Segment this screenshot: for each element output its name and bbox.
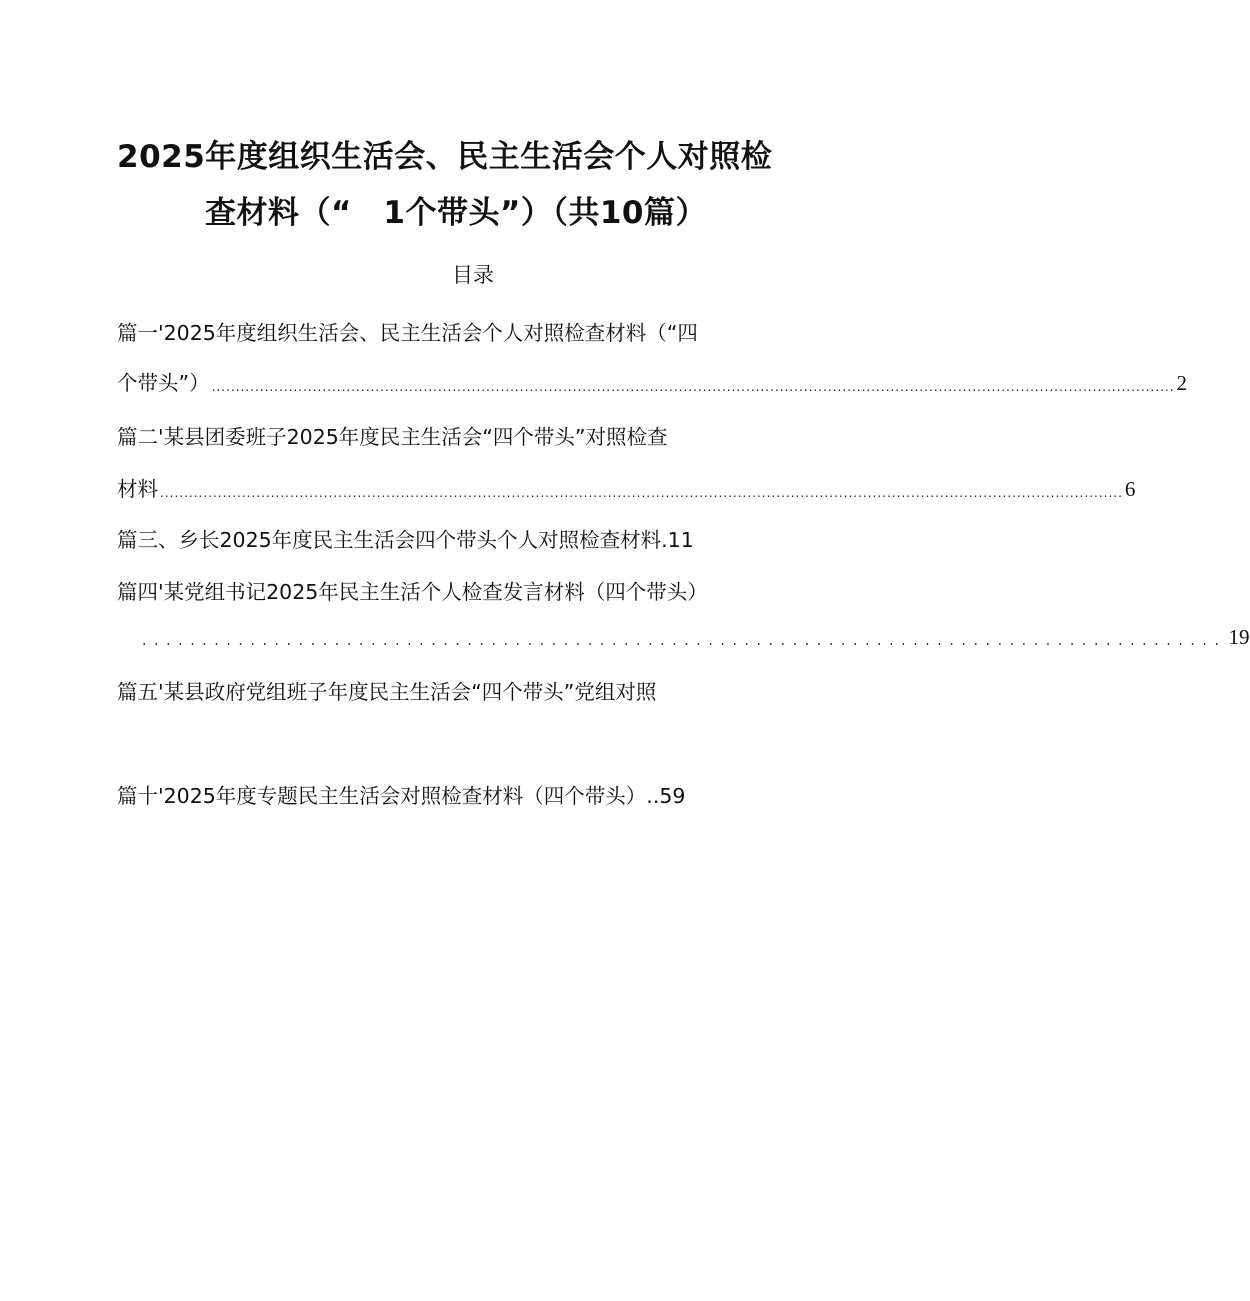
toc-entry-2-line-2: 材料 [117, 477, 158, 501]
toc-entry-1-line-1[interactable]: 篇一'2025年度组织生活会、民主生活会个人对照检查材料（“四 [117, 321, 698, 345]
toc-entry-2-line-1[interactable]: 篇二'某县团委班子2025年度民主生活会“四个带头”对照检查 [117, 425, 668, 449]
toc-entry-4-row-2[interactable] [140, 622, 1250, 652]
toc-entry-2-page: 6 [1124, 477, 1136, 501]
toc-entry-3-line-1[interactable]: 篇三、乡长2025年度民主生活会四个带头个人对照检查材料.11 [117, 528, 694, 552]
toc-entry-4-line-1[interactable]: 篇四'某党组书记2025年民主生活个人检查发言材料（四个带头） [117, 580, 708, 604]
toc-heading: 目录 [452, 263, 494, 287]
toc-dot-leader: .......................................................................................... [142, 633, 1227, 649]
toc-entry-5-line-1[interactable]: 篇五'某县政府党组班子年度民主生活会“四个带头”党组对照 [117, 680, 657, 704]
toc-entry-4-page: 19 [1228, 625, 1250, 649]
toc-dot-leader: ........................................................................................................................................................................................................ [160, 486, 1123, 500]
toc-entry-1-row-2[interactable] [117, 368, 1188, 398]
toc-entry-10-line-1[interactable]: 篇十'2025年度专题民主生活会对照检查材料（四个带头）..59 [117, 784, 686, 808]
toc-dot-leader: ........................................................................................................................................................................................................ [211, 380, 1175, 394]
toc-entry-1-page: 2 [1176, 371, 1188, 395]
toc-entry-2-row-2[interactable] [117, 474, 1136, 504]
document-title-line-2: 查材料（“ 1个带头”）（共10篇） [205, 195, 707, 231]
document-title-line-1: 2025年度组织生活会、民主生活会个人对照检 [117, 139, 773, 175]
toc-entry-1-line-2: 个带头”） [117, 371, 210, 395]
